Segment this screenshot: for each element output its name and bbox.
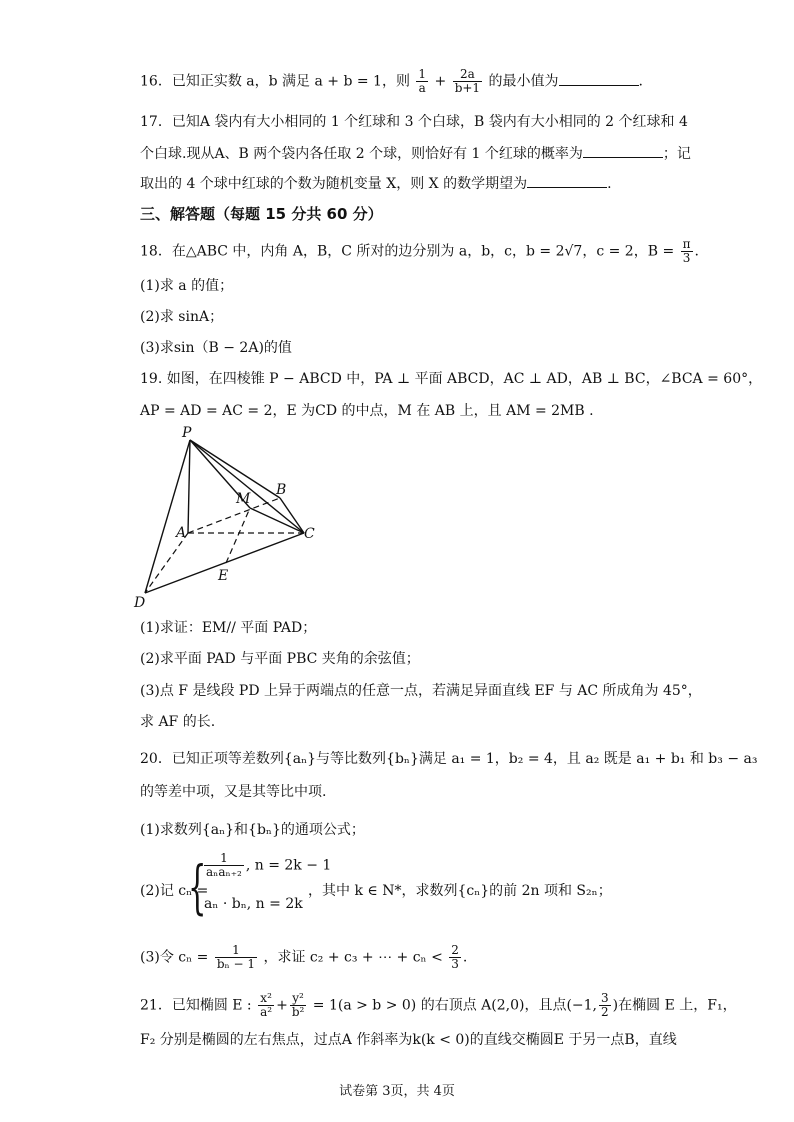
edge-BC bbox=[280, 498, 304, 533]
q19-line-2: AP = AD = AC = 2，E 为CD 的中点，M 在 AB 上，且 AM = 2MB . bbox=[140, 403, 594, 419]
q20-line-2: 的等差中项，又是其等比中项. bbox=[140, 784, 327, 800]
answer-blank[interactable] bbox=[559, 71, 639, 86]
q18-line-1: 18．在△ABC 中，内角 A，B，C 所对的边分别为 a，b，c，b = 2√7，c = 2，B = $\frac{\pi}{3}$ . bbox=[140, 237, 699, 265]
edge-AB bbox=[188, 498, 280, 533]
page-footer: 试卷第 3页，共 4页 bbox=[339, 1084, 455, 1099]
edge-DC bbox=[145, 533, 304, 593]
edge-PM bbox=[190, 440, 250, 508]
section-heading: 三、解答题（每题 15 分共 60 分） bbox=[140, 205, 383, 223]
q18-part-2: (2)求 sinA； bbox=[140, 309, 224, 325]
q19-part-2: (2)求平面 PAD 与平面 PBC 夹角的余弦值； bbox=[140, 651, 420, 667]
q19-line-1: 19. 如图，在四棱锥 P − ABCD 中，PA ⊥ 平面 ABCD，AC ⊥ AD，AB ⊥ BC，∠BCA = 60°， bbox=[140, 371, 763, 387]
q21-line-2: F₂ 分别是椭圆的左右焦点，过点A 作斜率为k(k < 0)的直线交椭圆E 于另一点B，直线 bbox=[140, 1032, 677, 1048]
label-B: B bbox=[276, 482, 287, 498]
label-P: P bbox=[182, 425, 192, 441]
q16-text: 16．已知正实数 a，b 满足 a + b = 1，则 bbox=[140, 73, 410, 90]
case-2: aₙ · bₙ, n = 2k bbox=[204, 896, 303, 912]
label-M: M bbox=[236, 491, 251, 507]
edge-MC bbox=[250, 508, 304, 533]
q19-part-3a: (3)点 F 是线段 PD 上异于两端点的任意一点，若满足异面直线 EF 与 AC 所成角为 45°， bbox=[140, 683, 702, 699]
label-A: A bbox=[176, 525, 187, 541]
q18-part-1: (1)求 a 的值； bbox=[140, 278, 234, 294]
q20-p2-label: (2)记 cₙ = bbox=[140, 883, 209, 899]
edge-PD bbox=[145, 440, 190, 593]
q21-line-1: 21．已知椭圆 E : $\frac{\text{x²}}{\text{a²}}$ + $\frac{\text{y²}}{\text{b²}}$ = 1(a > b > 0) 的右顶点 A(2,0)，且点(−1, $\frac{3}{2}$ )在椭圆 E 上，F₁， bbox=[140, 991, 737, 1019]
edge-AD bbox=[145, 533, 188, 593]
q16-line: 16．已知正实数 a，b 满足 a + b = 1，则 $\frac{1}{a}$ + $\frac{2a}{b+1}$ 的最小值为 . bbox=[140, 67, 643, 95]
q19-part-3b: 求 AF 的长. bbox=[140, 714, 216, 730]
edge-EM bbox=[226, 508, 250, 563]
case-1: $\frac{1}{\text{aₙaₙ₊₂}}$ , n = 2k − 1 bbox=[206, 851, 332, 879]
q20-part-3: (3)令 cₙ = $\frac{1}{\text{bₙ − 1}}$ ，求证 c₂ + c₃ + ⋯ + cₙ < $\frac{2}{3}$ . bbox=[140, 943, 468, 971]
q16-frac-1: $\frac{1}{a}$ bbox=[418, 67, 427, 95]
q17-line-1: 17．已知A 袋内有大小相同的 1 个红球和 3 个白球，B 袋内有大小相同的 2 个红球和 4 bbox=[140, 114, 688, 130]
q20-part-1: (1)求数列{aₙ}和{bₙ}的通项公式； bbox=[140, 822, 365, 838]
edge-PC bbox=[190, 440, 304, 533]
label-C: C bbox=[304, 526, 315, 542]
q20-line-1: 20．已知正项等差数列{aₙ}与等比数列{bₙ}满足 a₁ = 1，b₂ = 4，且 a₂ 既是 a₁ + b₁ 和 b₃ − a₃ bbox=[140, 751, 758, 767]
q17-line-2: 个白球.现从A、B 两个袋内各任取 2 个球，则恰好有 1 个红球的概率为 ；记 bbox=[140, 143, 691, 164]
q18-part-3: (3)求sin（B − 2A)的值 bbox=[140, 340, 292, 356]
q19-part-1: (1)求证：EM// 平面 PAD； bbox=[140, 620, 317, 636]
answer-blank[interactable] bbox=[527, 173, 607, 188]
left-brace: { bbox=[188, 853, 207, 921]
q20-p2-text: ，其中 k ∈ N*，求数列{cₙ}的前 2n 项和 S₂ₙ； bbox=[308, 883, 612, 899]
answer-blank[interactable] bbox=[583, 143, 663, 158]
q18-frac: $\frac{\pi}{3}$ bbox=[682, 237, 691, 265]
edge-PA bbox=[188, 440, 190, 533]
q17-line-3: 取出的 4 个球中红球的个数为随机变量 X，则 X 的数学期望为 . bbox=[140, 173, 612, 194]
q16-frac-2: $\frac{2a}{b+1}$ bbox=[454, 67, 481, 95]
label-E: E bbox=[218, 568, 229, 584]
q20-part-2 bbox=[140, 852, 700, 922]
edge-PB bbox=[190, 440, 280, 498]
label-D: D bbox=[134, 595, 146, 611]
